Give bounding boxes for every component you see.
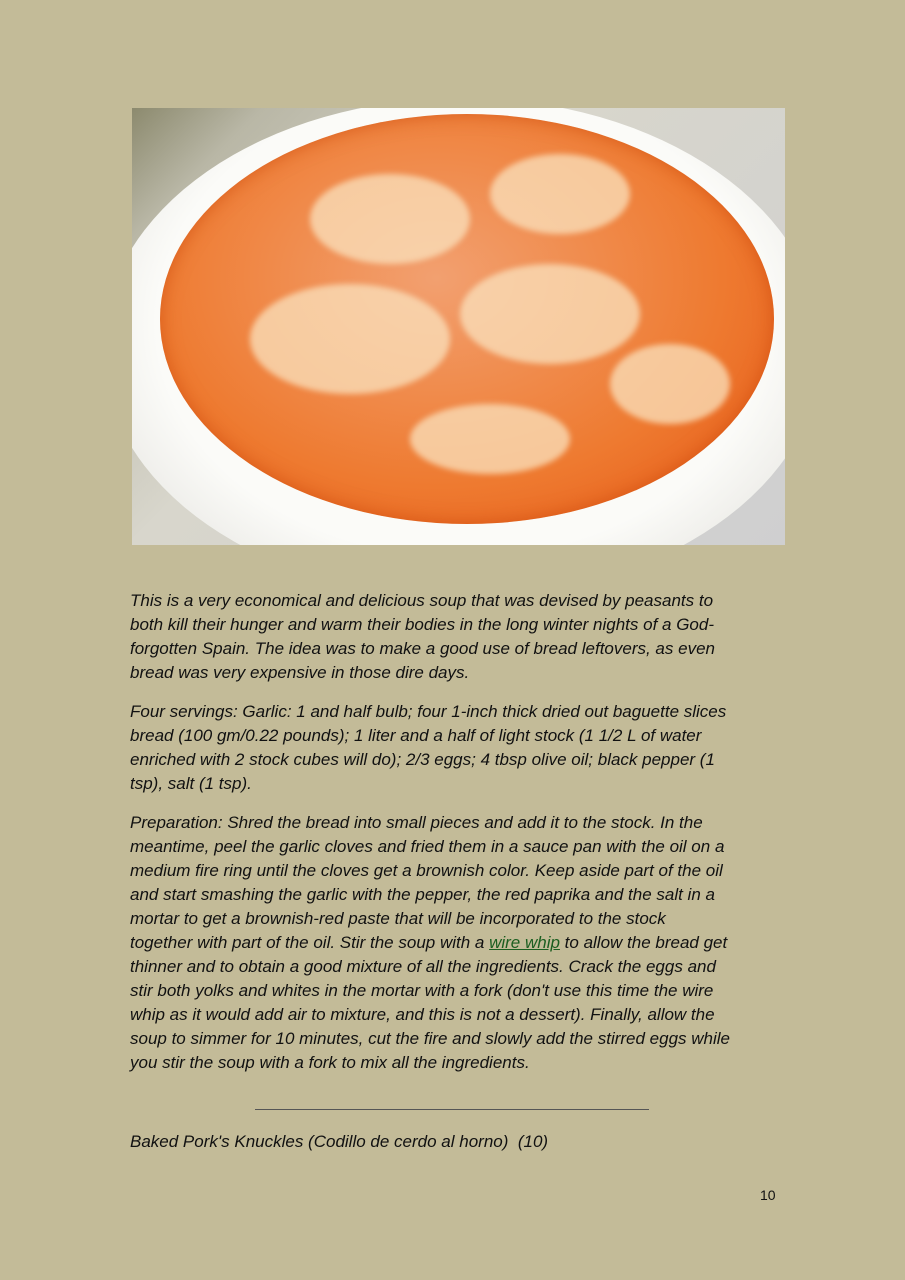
page-number: 10 (760, 1187, 776, 1203)
text-line: bread (100 gm/0.22 pounds); 1 liter and a half of light stock (1 1/2 L of water (130, 726, 702, 745)
text-line: This is a very economical and delicious soup that was devised by peasants to (130, 591, 714, 610)
text-line-with-link (130, 931, 790, 955)
text-line: medium fire ring until the cloves get a brownish color. Keep aside part of the oil (130, 861, 723, 880)
text-line: forgotten Spain. The idea was to make a good use of bread leftovers, as even (130, 639, 715, 658)
next-recipe-title: Baked Pork's Knuckles (Codillo de cerdo al horno) (10) (130, 1132, 549, 1151)
wire-whip-link[interactable]: wire whip (489, 933, 560, 952)
ingredients-paragraph (130, 700, 790, 796)
intro-paragraph (130, 589, 790, 685)
text-line: and start smashing the garlic with the pepper, the red paprika and the salt in a (130, 885, 715, 904)
body-text (130, 589, 790, 1090)
text-line: Four servings: Garlic: 1 and half bulb; four 1-inch thick dried out baguette slices (130, 702, 727, 721)
text-segment: to allow the bread get (559, 933, 728, 952)
text-segment: together with part of the oil. Stir the soup with a (130, 933, 490, 952)
soup (160, 114, 774, 524)
preparation-paragraph (130, 811, 790, 1075)
section-divider (255, 1109, 649, 1110)
text-line: enriched with 2 stock cubes will do); 2/3 eggs; 4 tbsp olive oil; black pepper (1 (130, 750, 715, 769)
soup-photo (132, 108, 785, 545)
text-line: soup to simmer for 10 minutes, cut the fire and slowly add the stirred eggs while (130, 1029, 731, 1048)
text-line: whip as it would add air to mixture, and this is not a dessert). Finally, allow the (130, 1005, 715, 1024)
text-line: both kill their hunger and warm their bodies in the long winter nights of a God- (130, 615, 714, 634)
text-line: tsp), salt (1 tsp). (130, 774, 252, 793)
text-line: thinner and to obtain a good mixture of all the ingredients. Crack the eggs and (130, 957, 716, 976)
text-line: mortar to get a brownish-red paste that will be incorporated to the stock (130, 909, 666, 928)
text-line: meantime, peel the garlic cloves and fried them in a sauce pan with the oil on a (130, 837, 725, 856)
text-line: you stir the soup with a fork to mix all the ingredients. (130, 1053, 530, 1072)
text-line: bread was very expensive in those dire days. (130, 663, 470, 682)
text-line: stir both yolks and whites in the mortar with a fork (don't use this time the wire (130, 981, 714, 1000)
text-line: Preparation: Shred the bread into small pieces and add it to the stock. In the (130, 813, 703, 832)
